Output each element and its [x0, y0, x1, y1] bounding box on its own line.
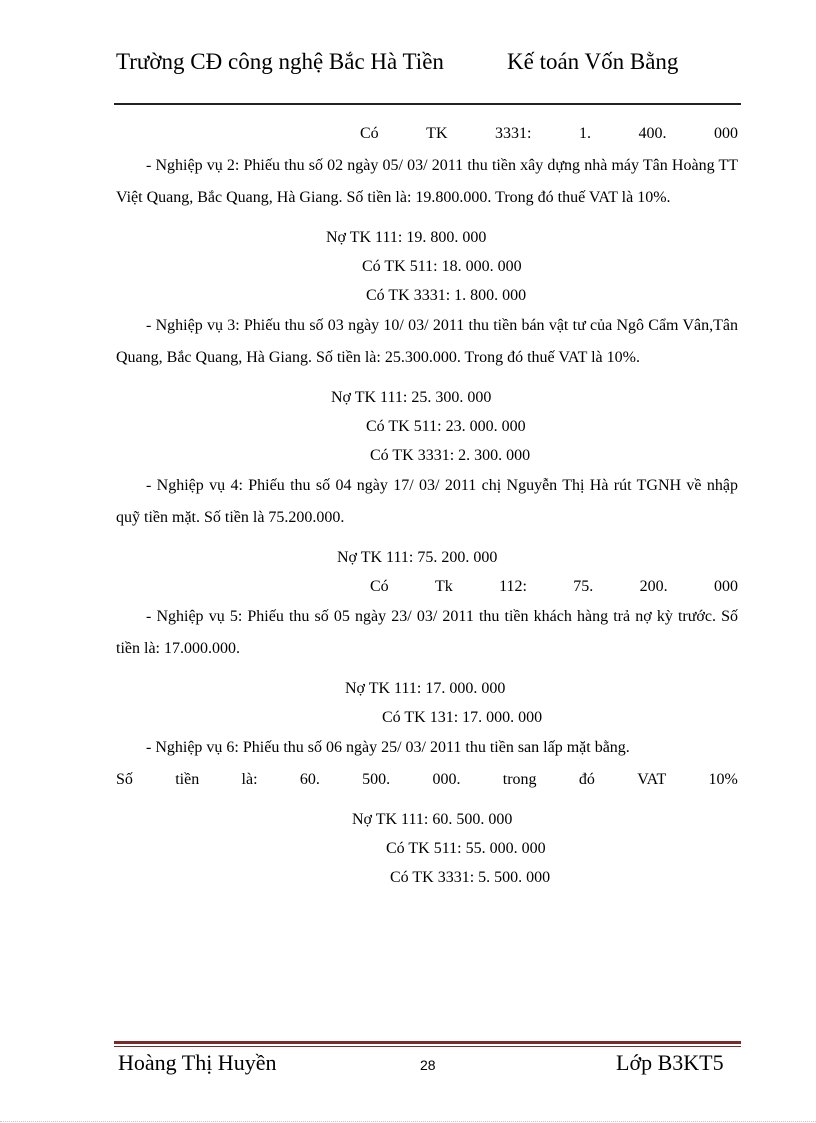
- entry-nv3-debit: Nợ TK 111: 25. 300. 000: [331, 389, 492, 406]
- entry-nv4-debit: Nợ TK 111: 75. 200. 000: [337, 549, 498, 566]
- paragraph-nv3: - Nghiệp vụ 3: Phiếu thu số 03 ngày 10/ 03/ 2011 thu tiền bán vật tư của Ngô Cẩm Vân,Tân Quang, Bắc Quang, Hà Giang. Số tiền là: 25.300.000. Trong đó thuế VAT là 10%.: [116, 317, 738, 366]
- footer-class: Lớp B3KT5: [616, 1050, 724, 1075]
- document-body: [116, 118, 738, 892]
- paragraph-nv6-line-2: Số tiền là: 60. 500. 000. trong đó VAT 10%: [116, 771, 738, 788]
- entry-carry-credit: Có TK 3331: 1. 400. 000: [360, 125, 738, 142]
- header-school: Trường CĐ công nghệ Bắc Hà Tiền: [116, 49, 444, 74]
- footer-rule-thin: [114, 1046, 741, 1047]
- entry-nv4-credit: Có Tk 112: 75. 200. 000: [370, 578, 738, 595]
- entry-nv6-credit-1: Có TK 511: 55. 000. 000: [386, 840, 546, 857]
- entry-nv5-debit: Nợ TK 111: 17. 000. 000: [345, 680, 506, 697]
- header-rule: [114, 103, 741, 105]
- entry-nv5-credit-1: Có TK 131: 17. 000. 000: [382, 709, 543, 726]
- entry-nv3-credit-1: Có TK 511: 23. 000. 000: [366, 418, 526, 435]
- page-number: 28: [420, 1057, 436, 1073]
- page-edge-dots: [0, 1121, 816, 1122]
- paragraph-nv6: - Nghiệp vụ 6: Phiếu thu số 06 ngày 25/ 03/ 2011 thu tiền san lấp mặt bằng.: [146, 739, 630, 756]
- footer-author: Hoàng Thị Huyền: [118, 1050, 277, 1075]
- paragraph-nv5: - Nghiệp vụ 5: Phiếu thu số 05 ngày 23/ 03/ 2011 thu tiền khách hàng trả nợ kỳ trước. Số tiền là: 17.000.000.: [116, 608, 738, 657]
- entry-nv6-debit: Nợ TK 111: 60. 500. 000: [352, 811, 513, 828]
- entry-nv2-credit-1: Có TK 511: 18. 000. 000: [362, 258, 522, 275]
- header-subject: Kế toán Vốn Bằng: [507, 49, 679, 74]
- paragraph-nv2: - Nghiệp vụ 2: Phiếu thu số 02 ngày 05/ 03/ 2011 thu tiền xây dựng nhà máy Tân Hoàng TT Việt Quang, Bắc Quang, Hà Giang. Số tiền là: 19.800.000. Trong đó thuế VAT là 10%.: [116, 157, 738, 206]
- entry-nv2-credit-2: Có TK 3331: 1. 800. 000: [366, 287, 527, 304]
- entry-nv3-credit-2: Có TK 3331: 2. 300. 000: [370, 447, 531, 464]
- footer-rule-thick: [114, 1041, 741, 1044]
- entry-nv6-credit-2: Có TK 3331: 5. 500. 000: [390, 869, 551, 886]
- entry-nv2-debit: Nợ TK 111: 19. 800. 000: [326, 229, 487, 246]
- paragraph-nv4: - Nghiệp vụ 4: Phiếu thu số 04 ngày 17/ 03/ 2011 chị Nguyễn Thị Hà rút TGNH về nhập quỹ tiền mặt. Số tiền là 75.200.000.: [116, 477, 738, 526]
